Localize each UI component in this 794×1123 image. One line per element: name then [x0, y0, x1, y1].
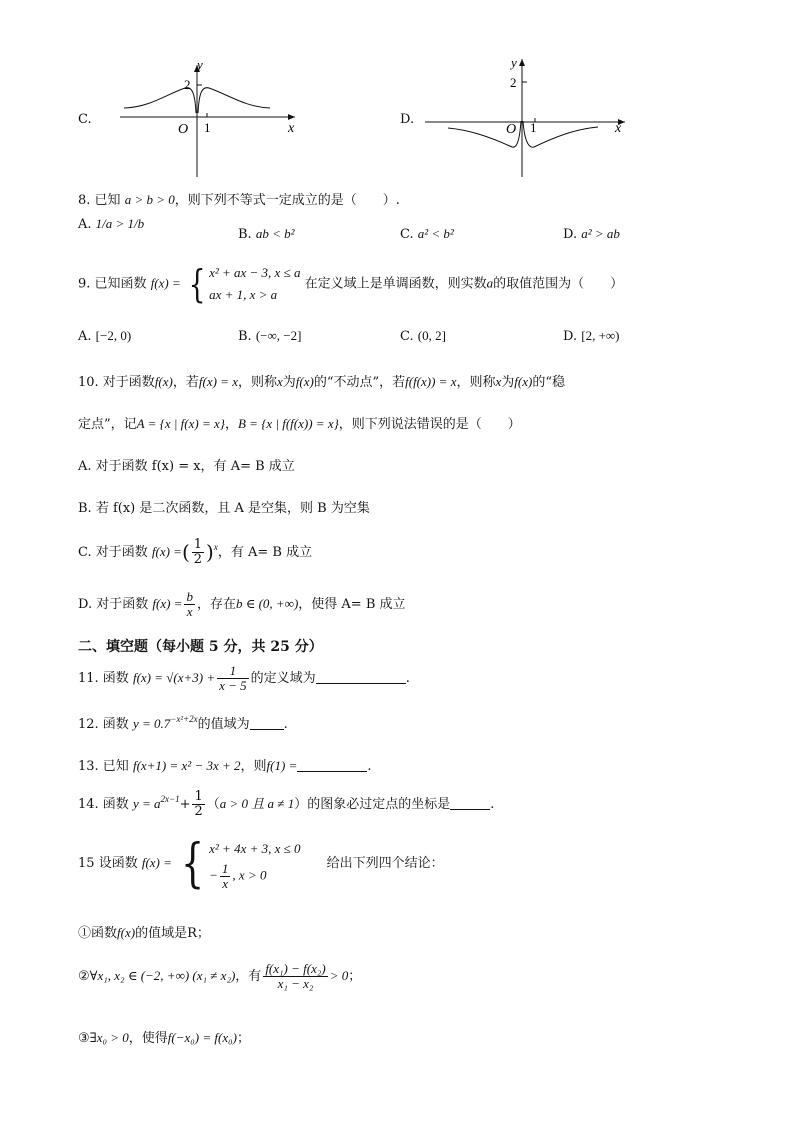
question-10-line-2: 定点”，记A = {x | f(x) = x}，B = {x | f(f(x)) = x}，则下列说法错误的是（ ）: [78, 416, 521, 432]
question-15: 15 设函数 f(x) = { x² + 4x + 3, x ≤ 0 − $\frac{1}{x}$ , x > 0 给出下列四个结论：: [78, 833, 444, 894]
q8-option-c-expr: a² < b²: [417, 226, 454, 241]
graph-d-tick-y-label: 2: [510, 75, 517, 90]
section-2-heading: 二、填空题（每小题 5 分，共 25 分）: [78, 639, 323, 655]
graph-c-tick-y-label: 2: [184, 77, 191, 92]
q14-answer-blank[interactable]: [450, 797, 490, 810]
conclusion-1: ①函数f(x)的值域是R；: [78, 925, 210, 941]
q9-stem-c: 的取值范围为（ ）: [493, 276, 624, 292]
question-14: 14. 函数 $y = a^{2x-1}+$ $\frac{1}{2}$ （a > 0 且 a ≠ 1）的图象必过定点的坐标是 .: [78, 789, 495, 819]
conclusion-3: ③∃x₀ > 0，使得f(−x₀) = f(x₀)；: [78, 1030, 250, 1046]
q10-option-c: C. 对于函数 f(x) =( $\frac{1}{2}$ )$^x$，有 A= B 成立: [78, 537, 313, 567]
q9-function: f(x) =: [150, 275, 181, 291]
q8-option-a-expr: 1/a > 1/b: [95, 216, 145, 231]
q9-option-c: C. (0, 2]: [400, 328, 446, 344]
q9-option-a: A. [−2, 0): [78, 328, 132, 344]
q8-option-a: A. 1/a > 1/b: [78, 216, 145, 232]
q8-stem-b: ，则下列不等式一定成立的是（ ）.: [174, 193, 400, 208]
q11-answer-blank[interactable]: [316, 671, 406, 684]
set-b: B = {x | f(f(x)) = x}: [237, 416, 339, 431]
graph-c: [110, 55, 310, 180]
question-8: [78, 189, 400, 208]
question-12: 12. 函数 $y = 0.7^{-x^2+2x}$的值域为 .: [78, 714, 288, 732]
q8-option-b-expr: ab < b²: [255, 226, 295, 241]
conclusion-2: ②∀x₁, x₂ ∈ (−2, +∞) (x₁ ≠ x₂)，有 $\frac{\text{f(x₁) − f(x₂)}}{\text{x₁ − x₂}}$ > 0；: [78, 961, 362, 991]
q9-stem-b: 在定义域上是单调函数，则实数: [304, 276, 487, 292]
graph-c-y-label: y: [197, 57, 203, 72]
question-13: 13. 已知 f(x+1) = x² − 3x + 2，则f(1) = .: [78, 758, 372, 774]
question-10-line-1: 10. 对于函数f(x)，若f(x) = x，则称x为f(x)的“不动点”，若f(f(x)) = x，则称x为f(x)的“稳: [78, 374, 565, 390]
q12-answer-blank[interactable]: [250, 717, 284, 730]
graph-d-y-arrow: [519, 59, 525, 66]
graph-d-x-label: x: [615, 121, 622, 136]
q9-case-1: x² + ax − 3, x ≤ a: [209, 265, 301, 280]
graph-d-tick-x-label: 1: [530, 120, 537, 135]
graph-c-x-label: x: [288, 121, 295, 136]
question-9: 9. 已知函数 f(x) = { x² + ax − 3, x ≤ a ax + 1, x > a 在定义域上是单调函数，则实数a的取值范围为（ ）: [78, 262, 624, 306]
q9-option-d: D. [2, +∞): [563, 328, 620, 344]
q13-answer-blank[interactable]: [297, 759, 367, 772]
graph-d: [420, 55, 635, 180]
graph-d-origin: O: [506, 122, 517, 137]
q10-option-d: D. 对于函数 f(x) = $\frac{b}{x}$ ，存在b ∈ (0, +∞)，使得 A= B 成立: [78, 589, 406, 619]
graph-d-y-label: y: [511, 55, 517, 70]
q9-stem-a: 9. 已知函数: [78, 276, 147, 292]
q8-option-d-expr: a² > ab: [581, 226, 620, 241]
q8-option-b: B. ab < b²: [238, 226, 295, 242]
q9-option-b: B. (−∞, −2]: [238, 328, 302, 344]
graph-c-x-arrow: [288, 114, 295, 120]
q15-case-1: x² + 4x + 3, x ≤ 0: [209, 841, 301, 856]
option-d-label: D.: [400, 112, 415, 127]
graph-c-curve-right: [198, 88, 270, 113]
graph-c-origin: O: [178, 122, 189, 137]
graph-c-tick-x-label: 1: [204, 120, 211, 135]
q10-option-b: B. 若 f(x) 是二次函数，且 A 是空集，则 B 为空集: [78, 501, 370, 516]
q9-case-2: ax + 1, x > a: [209, 287, 278, 302]
q10-option-a: A. 对于函数 f(x) = x，有 A= B 成立: [78, 459, 295, 474]
option-c-label: C.: [78, 112, 92, 127]
q8-stem-a: 8. 已知: [78, 193, 121, 208]
q8-option-c: C. a² < b²: [400, 226, 454, 242]
q8-option-d: D. a² > ab: [563, 226, 620, 242]
question-11: 11. 函数 f(x) = √(x+3) + $\frac{1}{x - 5}$ 的定义域为 .: [78, 663, 410, 693]
q8-condition: a > b > 0: [124, 192, 175, 207]
set-a: A = {x | f(x) = x}: [136, 416, 225, 431]
q9-var: a: [486, 275, 494, 291]
